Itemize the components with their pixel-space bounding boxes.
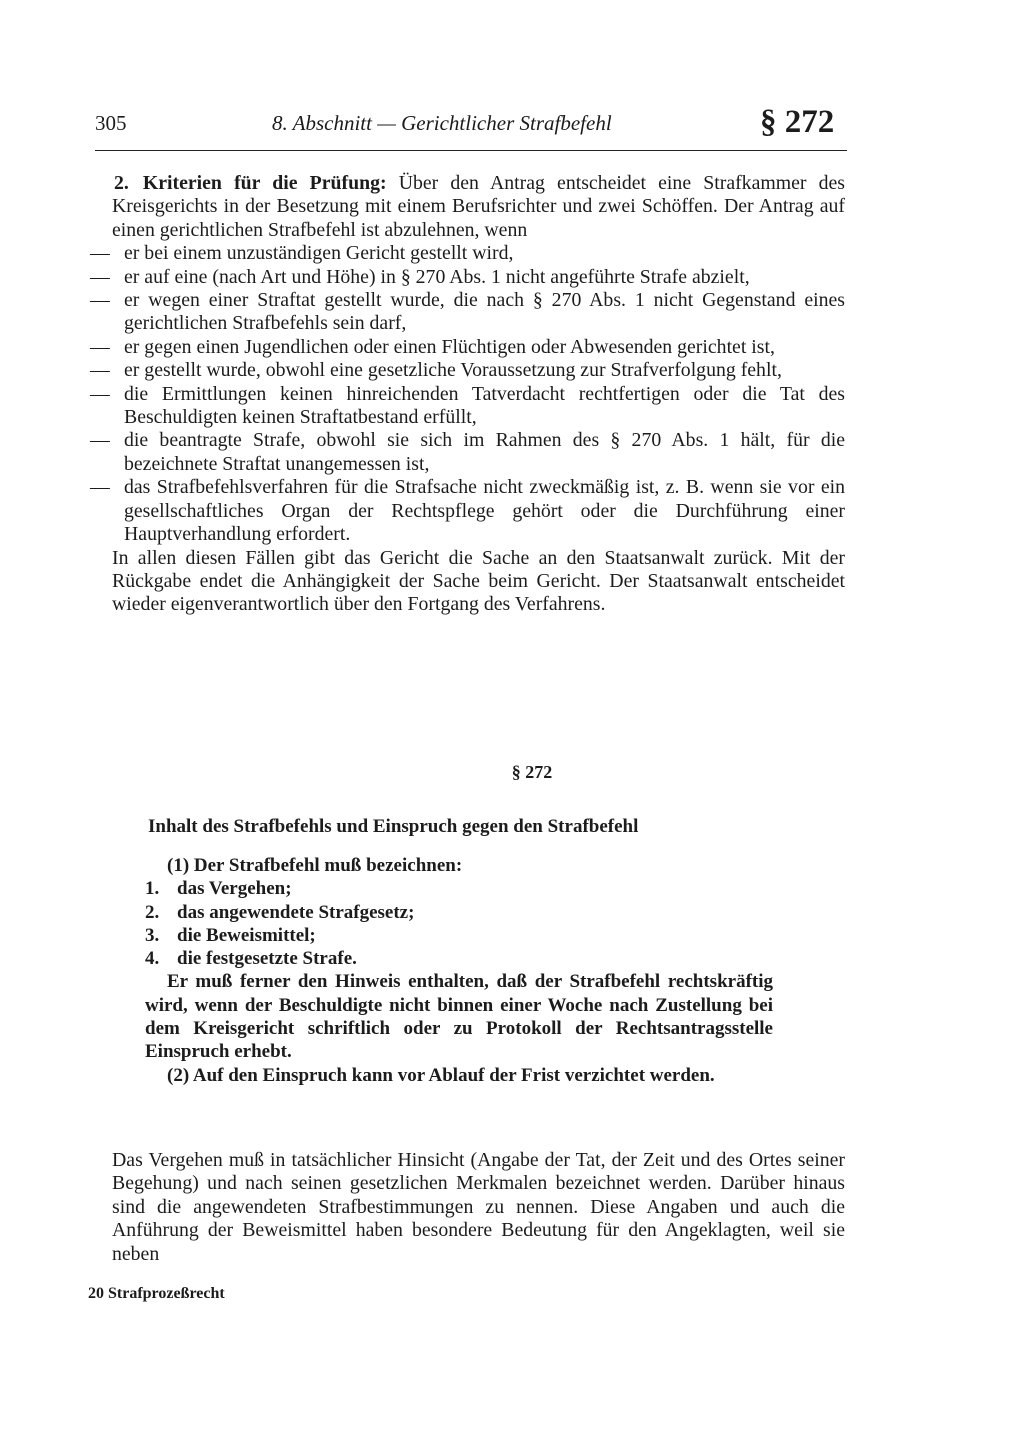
commentary-paragraph: Das Vergehen muß in tatsächlicher Hinsicht (Angabe der Tat, der Zeit und des Ortes seiner Begehung) und nach seinen gesetzlichen Merkmalen bezeichnet werden. Darüber hinaus sind die angewendeten Strafbestimmungen zu nennen. Diese Angaben und auch die Anführung der Beweismittel haben besondere Bedeutung für den Angeklagten, weil sie neben bbox=[112, 1149, 845, 1265]
abs1-intro: (1) Der Strafbefehl muß bezeichnen: bbox=[167, 855, 463, 876]
list-item: — die beantragte Strafe, obwohl sie sich im Rahmen des § 270 Abs. 1 hält, für die bezeichnete Straftat unangemessen ist, bbox=[90, 429, 845, 475]
list-item: 3. die Beweismittel; bbox=[145, 924, 316, 946]
section-mark: § 272 bbox=[760, 104, 835, 140]
section-heading: § 272 bbox=[511, 762, 553, 782]
list-item: — die Ermittlungen keinen hinreichenden Tatverdacht rechtfertigen oder die Tat des Beschuldigten keinen Straftatbestand erfüllt, bbox=[90, 382, 845, 429]
list-item: — er bei einem unzuständigen Gericht gestellt wird, bbox=[90, 242, 514, 265]
criteria-label: Kriterien für die Prüfung: bbox=[142, 172, 387, 194]
section-title: Inhalt des Strafbefehls und Einspruch gegen den Strafbefehl bbox=[148, 816, 639, 837]
commentary bbox=[112, 1149, 845, 1266]
statute-text bbox=[145, 854, 773, 1087]
abs1-rest: Er muß ferner den Hinweis enthalten, daß der Strafbefehl rechtskräftig wird, wenn der Beschuldigte nicht binnen einer Woche nach Zustellung bei dem Kreisgericht schriftlich oder zu Protokoll der Rechtsantragsstelle Einspruch erhebt. bbox=[145, 971, 773, 1063]
header-rule bbox=[95, 150, 847, 151]
page-footer: 20 Strafprozeßrecht bbox=[88, 1285, 225, 1302]
conditions-list bbox=[90, 242, 845, 546]
criteria-block bbox=[90, 172, 845, 617]
abs2: (2) Auf den Einspruch kann vor Ablauf der Frist verzichtet werden. bbox=[167, 1064, 715, 1086]
list-item: — er gegen einen Jugendlichen oder einen Flüchtigen oder Abwesenden gerichtet ist, bbox=[90, 335, 775, 358]
criteria-intro-text: Über den Antrag entscheidet eine Strafkammer des Kreisgerichts in der Besetzung mit einem Berufsrichter und zwei Schöffen. Der Antrag auf einen gerichtlichen Strafbefehl ist abzulehnen, wenn bbox=[112, 172, 845, 241]
criteria-number: 2. bbox=[114, 172, 129, 194]
abs1-list bbox=[145, 877, 773, 970]
list-item: — er wegen einer Straftat gestellt wurde, die nach § 270 Abs. 1 nicht Gegenstand eines gerichtlichen Strafbefehls sein darf, bbox=[90, 289, 845, 335]
criteria-conclusion: In allen diesen Fällen gibt das Gericht die Sache an den Staatsanwalt zurück. Mit der Rückgabe endet die Anhängigkeit der Sache beim Gericht. Der Staatsanwalt entscheidet wieder eigenverantwortlich über den Fortgang des Verfahrens. bbox=[112, 546, 845, 616]
list-item: 4. die festgesetzte Strafe. bbox=[145, 948, 357, 970]
page-number: 305 bbox=[95, 111, 127, 135]
list-item: 1. das Vergehen; bbox=[145, 878, 292, 900]
criteria-intro bbox=[112, 172, 845, 242]
list-item: — er gestellt wurde, obwohl eine gesetzliche Voraussetzung zur Strafverfolgung fehlt, bbox=[90, 359, 782, 382]
list-item: 2. das angewendete Strafgesetz; bbox=[145, 901, 415, 923]
list-item: — das Strafbefehlsverfahren für die Strafsache nicht zweckmäßig ist, z. B. wenn sie vor ein gesellschaftliches Organ der Rechtspflege gehört oder die Durchführung einer Hauptverhandlung erfordert. bbox=[90, 476, 845, 546]
list-item: — er auf eine (nach Art und Höhe) in § 270 Abs. 1 nicht angeführte Strafe abzielt, bbox=[90, 265, 750, 288]
running-title: 8. Abschnitt — Gerichtlicher Strafbefehl bbox=[272, 111, 612, 135]
